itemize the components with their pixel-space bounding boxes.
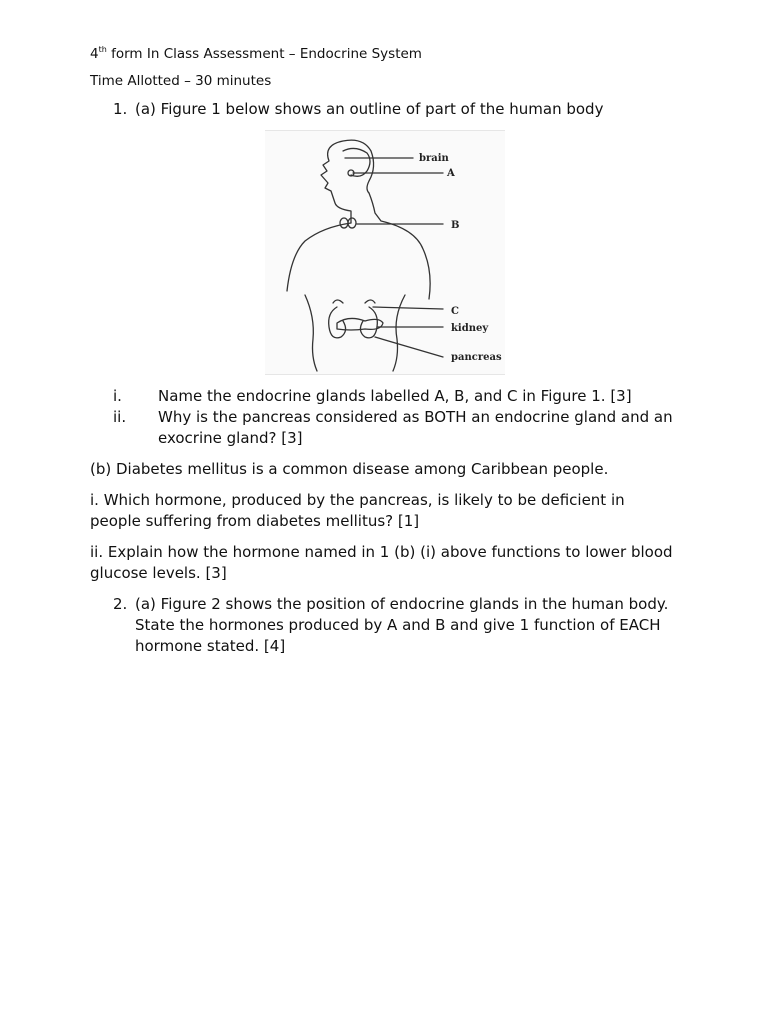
title-form-number: 4 [90,46,99,62]
question-2-number: 2. [113,595,128,613]
left-shoulder [287,223,351,291]
question-2a-text: (a) Figure 2 shows the position of endocrine glands in the human body. State the hormones produced by A and B and give 1 function of EACH hormone stated. [4] [135,595,669,655]
question-1a-i-number: i. [113,387,122,405]
left-torso [305,295,317,371]
question-1a-text: (a) Figure 1 below shows an outline of part of the human body [135,100,604,118]
figure-label-b: B [451,220,460,231]
thyroid-left-lobe [340,218,348,228]
question-1a-i-text: Name the endocrine glands labelled A, B, and C in Figure 1. [3] [158,387,632,405]
left-adrenal [333,300,343,303]
question-1b-ii-text: ii. Explain how the hormone named in 1 (b) (i) above functions to lower blood glucose levels. [3] [90,543,673,582]
right-torso [393,295,405,371]
brain-outline [343,148,370,176]
question-1-number: 1. [113,100,128,118]
right-kidney [360,307,377,338]
question-1a-ii-text: Why is the pancreas considered as BOTH an endocrine gland and an exocrine gland? [3] [158,408,673,447]
figure-label-pancreas: pancreas [451,352,502,363]
right-shoulder [369,193,430,299]
figure-label-kidney: kidney [451,323,489,334]
pancreas-leader-line [375,337,443,357]
title-ordinal-suffix: th [98,45,107,54]
title-text: form In Class Assessment – Endocrine System [106,46,422,62]
figure-label-brain: brain [419,153,449,164]
figure-1-body-outline [265,130,505,375]
question-1b-text: (b) Diabetes mellitus is a common disease among Caribbean people. [90,460,609,478]
assessment-title [90,45,422,63]
figure-label-a: A [447,168,455,179]
time-allotted: Time Allotted – 30 minutes [90,73,272,89]
right-adrenal [365,300,375,303]
gland-c-leader-line [373,307,443,309]
question-1a-ii-number: ii. [113,408,127,426]
body-outline-diagram [265,131,505,374]
question-1b-i-text: i. Which hormone, produced by the pancreas, is likely to be deficient in people suffering from diabetes mellitus? [1] [90,491,625,530]
figure-label-c: C [451,306,459,317]
